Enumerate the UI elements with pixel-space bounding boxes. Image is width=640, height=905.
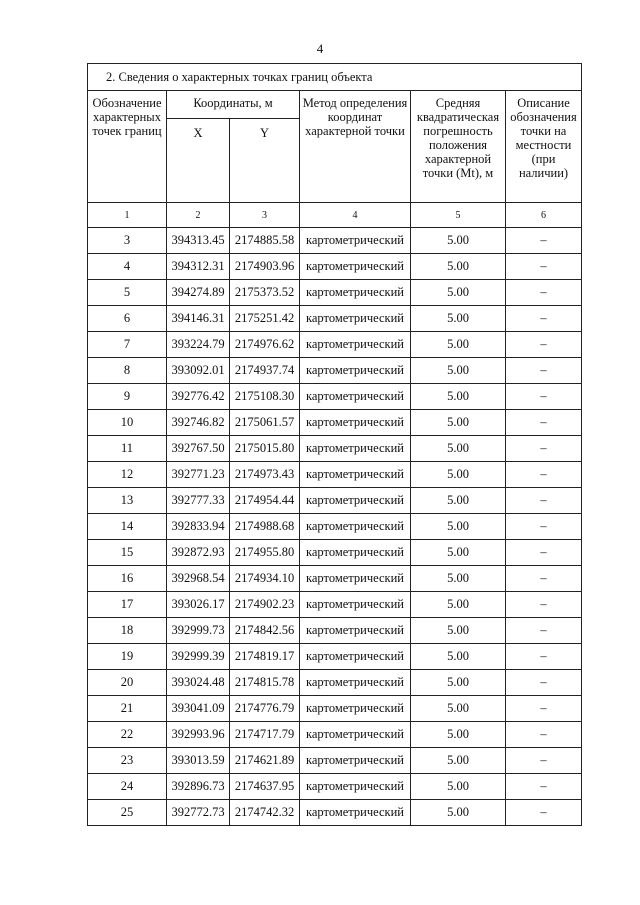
method-cell: картометрический xyxy=(300,800,411,826)
x-coordinate-cell: 392833.94 xyxy=(167,514,230,540)
error-cell: 5.00 xyxy=(411,306,506,332)
column-number: 1 xyxy=(88,203,167,228)
point-cell: 22 xyxy=(88,722,167,748)
method-cell: картометрический xyxy=(300,384,411,410)
y-coordinate-cell: 2175251.42 xyxy=(230,306,300,332)
table-row xyxy=(88,228,582,254)
method-cell: картометрический xyxy=(300,488,411,514)
description-cell: – xyxy=(506,748,582,774)
error-cell: 5.00 xyxy=(411,618,506,644)
table-row xyxy=(88,332,582,358)
y-coordinate-cell: 2174937.74 xyxy=(230,358,300,384)
header-description: Описание обозначения точки на местности (при наличии) xyxy=(506,91,582,203)
description-cell: – xyxy=(506,592,582,618)
table-row xyxy=(88,462,582,488)
table-row xyxy=(88,514,582,540)
y-coordinate-cell: 2174621.89 xyxy=(230,748,300,774)
method-cell: картометрический xyxy=(300,436,411,462)
table-row xyxy=(88,254,582,280)
y-coordinate-cell: 2174955.80 xyxy=(230,540,300,566)
page-number: 4 xyxy=(316,41,324,56)
error-cell: 5.00 xyxy=(411,514,506,540)
table-row xyxy=(88,540,582,566)
point-cell: 15 xyxy=(88,540,167,566)
x-coordinate-cell: 392772.73 xyxy=(167,800,230,826)
description-cell: – xyxy=(506,280,582,306)
error-cell: 5.00 xyxy=(411,722,506,748)
point-cell: 17 xyxy=(88,592,167,618)
table-row xyxy=(88,592,582,618)
x-coordinate-cell: 392746.82 xyxy=(167,410,230,436)
description-cell: – xyxy=(506,228,582,254)
y-coordinate-cell: 2174973.43 xyxy=(230,462,300,488)
method-cell: картометрический xyxy=(300,306,411,332)
column-number: 6 xyxy=(506,203,582,228)
point-cell: 19 xyxy=(88,644,167,670)
error-cell: 5.00 xyxy=(411,488,506,514)
y-coordinate-cell: 2174717.79 xyxy=(230,722,300,748)
description-cell: – xyxy=(506,514,582,540)
method-cell: картометрический xyxy=(300,748,411,774)
y-coordinate-cell: 2174815.78 xyxy=(230,670,300,696)
point-cell: 18 xyxy=(88,618,167,644)
x-coordinate-cell: 392993.96 xyxy=(167,722,230,748)
method-cell: картометрический xyxy=(300,618,411,644)
y-coordinate-cell: 2175373.52 xyxy=(230,280,300,306)
y-coordinate-cell: 2174903.96 xyxy=(230,254,300,280)
header-y: Y xyxy=(230,119,300,203)
description-cell: – xyxy=(506,436,582,462)
point-cell: 7 xyxy=(88,332,167,358)
table-row xyxy=(88,358,582,384)
table-body xyxy=(88,228,582,826)
table-row xyxy=(88,566,582,592)
error-cell: 5.00 xyxy=(411,332,506,358)
x-coordinate-cell: 392767.50 xyxy=(167,436,230,462)
header-method: Метод определения координат характерной точки xyxy=(300,91,411,203)
point-cell: 16 xyxy=(88,566,167,592)
description-cell: – xyxy=(506,618,582,644)
point-cell: 11 xyxy=(88,436,167,462)
x-coordinate-cell: 393026.17 xyxy=(167,592,230,618)
error-cell: 5.00 xyxy=(411,228,506,254)
y-coordinate-cell: 2174842.56 xyxy=(230,618,300,644)
header-x: X xyxy=(167,119,230,203)
method-cell: картометрический xyxy=(300,722,411,748)
description-cell: – xyxy=(506,306,582,332)
y-coordinate-cell: 2175108.30 xyxy=(230,384,300,410)
x-coordinate-cell: 393224.79 xyxy=(167,332,230,358)
x-coordinate-cell: 392999.73 xyxy=(167,618,230,644)
description-cell: – xyxy=(506,410,582,436)
error-cell: 5.00 xyxy=(411,774,506,800)
table-row xyxy=(88,384,582,410)
column-number: 3 xyxy=(230,203,300,228)
point-cell: 8 xyxy=(88,358,167,384)
x-coordinate-cell: 393041.09 xyxy=(167,696,230,722)
table-row xyxy=(88,774,582,800)
point-cell: 21 xyxy=(88,696,167,722)
error-cell: 5.00 xyxy=(411,748,506,774)
point-cell: 13 xyxy=(88,488,167,514)
description-cell: – xyxy=(506,332,582,358)
point-cell: 9 xyxy=(88,384,167,410)
table-row xyxy=(88,670,582,696)
x-coordinate-cell: 394146.31 xyxy=(167,306,230,332)
header-point-designation: Обозначение характерных точек границ xyxy=(88,91,167,203)
method-cell: картометрический xyxy=(300,462,411,488)
point-cell: 10 xyxy=(88,410,167,436)
point-cell: 25 xyxy=(88,800,167,826)
description-cell: – xyxy=(506,488,582,514)
method-cell: картометрический xyxy=(300,696,411,722)
error-cell: 5.00 xyxy=(411,800,506,826)
y-coordinate-cell: 2174954.44 xyxy=(230,488,300,514)
method-cell: картометрический xyxy=(300,540,411,566)
method-cell: картометрический xyxy=(300,514,411,540)
method-cell: картометрический xyxy=(300,358,411,384)
description-cell: – xyxy=(506,722,582,748)
column-number-row xyxy=(88,203,582,228)
x-coordinate-cell: 393013.59 xyxy=(167,748,230,774)
point-cell: 6 xyxy=(88,306,167,332)
error-cell: 5.00 xyxy=(411,644,506,670)
y-coordinate-cell: 2174776.79 xyxy=(230,696,300,722)
description-cell: – xyxy=(506,462,582,488)
error-cell: 5.00 xyxy=(411,462,506,488)
table-row xyxy=(88,410,582,436)
x-coordinate-cell: 392771.23 xyxy=(167,462,230,488)
column-number: 4 xyxy=(300,203,411,228)
method-cell: картометрический xyxy=(300,254,411,280)
error-cell: 5.00 xyxy=(411,696,506,722)
method-cell: картометрический xyxy=(300,332,411,358)
table-row xyxy=(88,618,582,644)
description-cell: – xyxy=(506,358,582,384)
description-cell: – xyxy=(506,696,582,722)
description-cell: – xyxy=(506,644,582,670)
point-cell: 20 xyxy=(88,670,167,696)
description-cell: – xyxy=(506,540,582,566)
boundary-points-table xyxy=(87,63,582,826)
column-number: 5 xyxy=(411,203,506,228)
error-cell: 5.00 xyxy=(411,670,506,696)
table-row xyxy=(88,644,582,670)
description-cell: – xyxy=(506,800,582,826)
y-coordinate-cell: 2174902.23 xyxy=(230,592,300,618)
table-row xyxy=(88,280,582,306)
x-coordinate-cell: 392776.42 xyxy=(167,384,230,410)
description-cell: – xyxy=(506,670,582,696)
y-coordinate-cell: 2174976.62 xyxy=(230,332,300,358)
error-cell: 5.00 xyxy=(411,410,506,436)
description-cell: – xyxy=(506,774,582,800)
method-cell: картометрический xyxy=(300,280,411,306)
y-coordinate-cell: 2174742.32 xyxy=(230,800,300,826)
column-number: 2 xyxy=(167,203,230,228)
x-coordinate-cell: 392872.93 xyxy=(167,540,230,566)
section-title: 2. Сведения о характерных точках границ объекта xyxy=(88,64,582,91)
table-row xyxy=(88,748,582,774)
x-coordinate-cell: 394313.45 xyxy=(167,228,230,254)
point-cell: 14 xyxy=(88,514,167,540)
method-cell: картометрический xyxy=(300,774,411,800)
x-coordinate-cell: 392896.73 xyxy=(167,774,230,800)
error-cell: 5.00 xyxy=(411,384,506,410)
y-coordinate-cell: 2174934.10 xyxy=(230,566,300,592)
header-coordinates: Координаты, м xyxy=(167,91,300,119)
description-cell: – xyxy=(506,566,582,592)
y-coordinate-cell: 2175061.57 xyxy=(230,410,300,436)
error-cell: 5.00 xyxy=(411,358,506,384)
x-coordinate-cell: 394274.89 xyxy=(167,280,230,306)
x-coordinate-cell: 393024.48 xyxy=(167,670,230,696)
table-row xyxy=(88,722,582,748)
table-row xyxy=(88,306,582,332)
point-cell: 23 xyxy=(88,748,167,774)
error-cell: 5.00 xyxy=(411,254,506,280)
x-coordinate-cell: 392968.54 xyxy=(167,566,230,592)
error-cell: 5.00 xyxy=(411,592,506,618)
error-cell: 5.00 xyxy=(411,280,506,306)
error-cell: 5.00 xyxy=(411,540,506,566)
y-coordinate-cell: 2174885.58 xyxy=(230,228,300,254)
x-coordinate-cell: 393092.01 xyxy=(167,358,230,384)
y-coordinate-cell: 2175015.80 xyxy=(230,436,300,462)
error-cell: 5.00 xyxy=(411,566,506,592)
x-coordinate-cell: 392999.39 xyxy=(167,644,230,670)
description-cell: – xyxy=(506,254,582,280)
point-cell: 3 xyxy=(88,228,167,254)
point-cell: 12 xyxy=(88,462,167,488)
method-cell: картометрический xyxy=(300,228,411,254)
y-coordinate-cell: 2174819.17 xyxy=(230,644,300,670)
header-mean-square-error: Средняя квадратическая погрешность положения характерной точки (Mt), м xyxy=(411,91,506,203)
description-cell: – xyxy=(506,384,582,410)
x-coordinate-cell: 392777.33 xyxy=(167,488,230,514)
point-cell: 5 xyxy=(88,280,167,306)
method-cell: картометрический xyxy=(300,670,411,696)
y-coordinate-cell: 2174988.68 xyxy=(230,514,300,540)
method-cell: картометрический xyxy=(300,644,411,670)
table-row xyxy=(88,488,582,514)
point-cell: 24 xyxy=(88,774,167,800)
y-coordinate-cell: 2174637.95 xyxy=(230,774,300,800)
table-row xyxy=(88,696,582,722)
method-cell: картометрический xyxy=(300,566,411,592)
x-coordinate-cell: 394312.31 xyxy=(167,254,230,280)
table-row xyxy=(88,436,582,462)
point-cell: 4 xyxy=(88,254,167,280)
error-cell: 5.00 xyxy=(411,436,506,462)
method-cell: картометрический xyxy=(300,410,411,436)
method-cell: картометрический xyxy=(300,592,411,618)
table-row xyxy=(88,800,582,826)
